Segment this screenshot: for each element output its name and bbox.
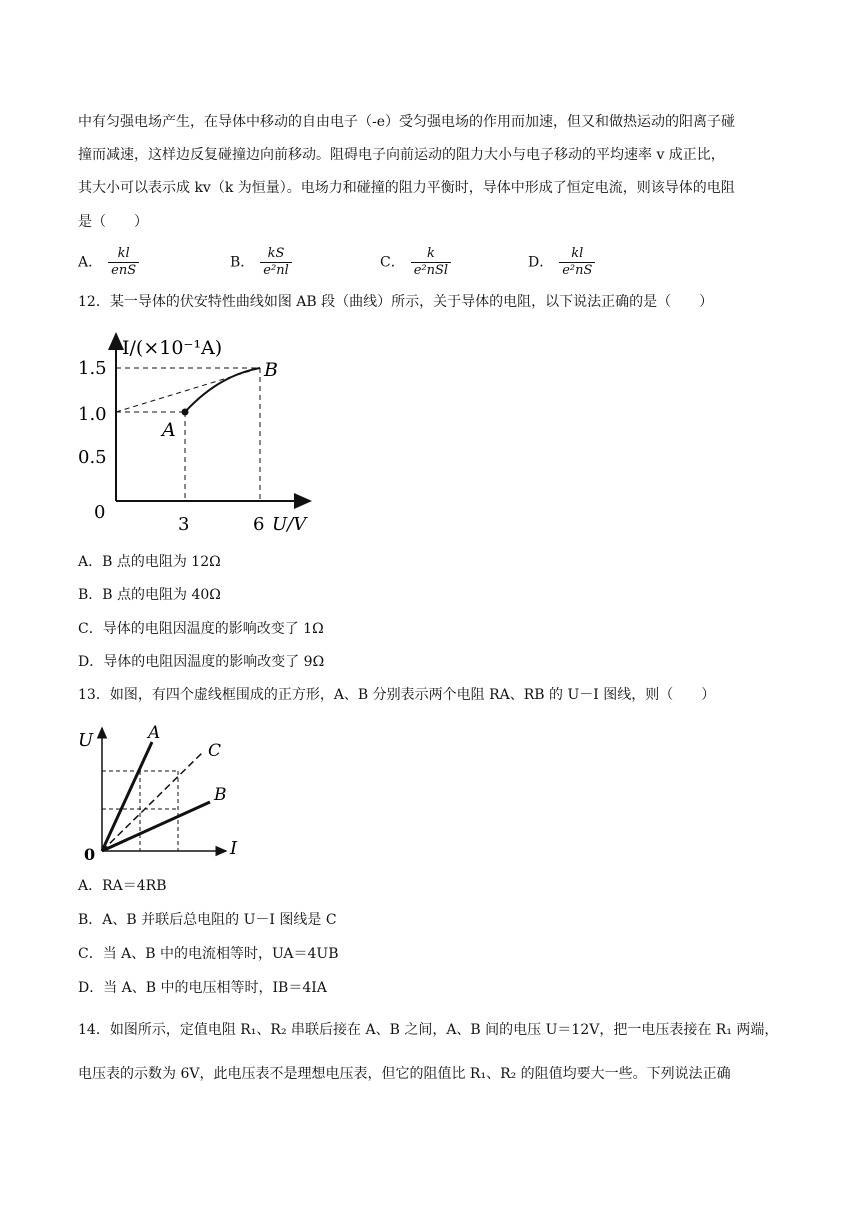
q12-option-a[interactable]: A．B 点的电阻为 12Ω [78,554,221,570]
q13-origin: 0 [84,845,96,864]
q13-line-c [102,753,202,851]
q13-stem: 13．如图，有四个虚线框围成的正方形，A、B 分别表示两个电阻 RA、RB 的 U－I 图线，则（ ） [78,687,716,703]
q13-y-label: U [78,730,94,751]
q12-y-label: I/(×10⁻¹A) [122,337,223,359]
q11-option-c[interactable]: C． $\frac{k}{\text{e²nSl}}$ [380,246,451,279]
q13-ui-graph [74,720,254,865]
q12-stem: 12．某一导体的伏安特性曲线如图 AB 段（曲线）所示，关于导体的电阻，以下说法正确的是（ ） [78,294,714,310]
q11-option-d-fraction: $\frac{kl}{\text{e²nS}}$ [559,246,595,279]
q11-text-line-3: 其大小可以表示成 kv（k 为恒量）。电场力和碰撞的阻力平衡时，导体中形成了恒定电流，则该导体的电阻 [78,180,735,196]
q13-option-d[interactable]: D．当 A、B 中的电压相等时，IB＝4IA [78,980,327,996]
q11-option-c-fraction: $\frac{k}{\text{e²nSl}}$ [411,246,451,279]
q11-option-a[interactable]: A． $\frac{kl}{\text{enS}}$ [78,246,139,279]
q12-point-b-label: B [264,359,278,381]
q12-curve-ab [185,368,260,412]
q11-text-line-4: 是（ ） [78,214,148,230]
q12-point-a-dot [182,409,189,416]
q14-text-line-2: 电压表的示数为 6V，此电压表不是理想电压表，但它的阻值比 R₁、R₂ 的阻值均要大一些。下列说法正确 [78,1066,731,1082]
q13-option-c[interactable]: C．当 A、B 中的电流相等时，UA＝4UB [78,946,339,962]
q12-x-label: U/V [272,514,307,535]
q12-option-c[interactable]: C．导体的电阻因温度的影响改变了 1Ω [78,621,324,637]
q12-ytick-0-5: 0.5 [78,447,107,468]
q11-option-b[interactable]: B． $\frac{kS}{\text{e²nl}}$ [230,246,292,279]
q12-iv-graph [72,326,342,538]
q12-point-a-label: A [162,419,176,441]
q13-option-b[interactable]: B．A、B 并联后总电阻的 U－I 图线是 C [78,912,337,928]
q13-option-a[interactable]: A．RA＝4RB [78,878,167,894]
q12-xtick-6: 6 [253,514,265,535]
q12-option-d[interactable]: D．导体的电阻因温度的影响改变了 9Ω [78,654,325,670]
q11-option-b-fraction: $\frac{kS}{\text{e²nl}}$ [260,246,291,279]
q11-option-a-fraction: $\frac{kl}{\text{enS}}$ [108,246,139,279]
q12-origin: 0 [94,502,106,523]
q13-line-a-label: A [148,723,161,743]
q14-text-line-1: 14．如图所示，定值电阻 R₁、R₂ 串联后接在 A、B 之间，A、B 间的电压 U＝12V，把一电压表接在 R₁ 两端， [78,1022,779,1038]
q11-text-line-2: 撞而减速，这样边反复碰撞边向前移动。阻碍电子向前运动的阻力大小与电子移动的平均速率 v 成正比， [78,147,725,163]
q13-line-b-label: B [214,785,227,805]
q11-option-d[interactable]: D． $\frac{kl}{\text{e²nS}}$ [528,246,595,279]
q12-xtick-3: 3 [178,514,190,535]
q11-text-line-1: 中有匀强电场产生，在导体中移动的自由电子（-e）受匀强电场的作用而加速，但又和做热运动的阳离子碰 [78,114,736,130]
q12-ytick-1-0: 1.0 [78,404,107,425]
q13-line-a [102,742,152,851]
q12-ytick-1-5: 1.5 [78,358,107,379]
q12-option-b[interactable]: B．B 点的电阻为 40Ω [78,587,221,603]
q13-x-label: I [230,838,238,859]
q13-line-c-label: C [208,741,222,761]
